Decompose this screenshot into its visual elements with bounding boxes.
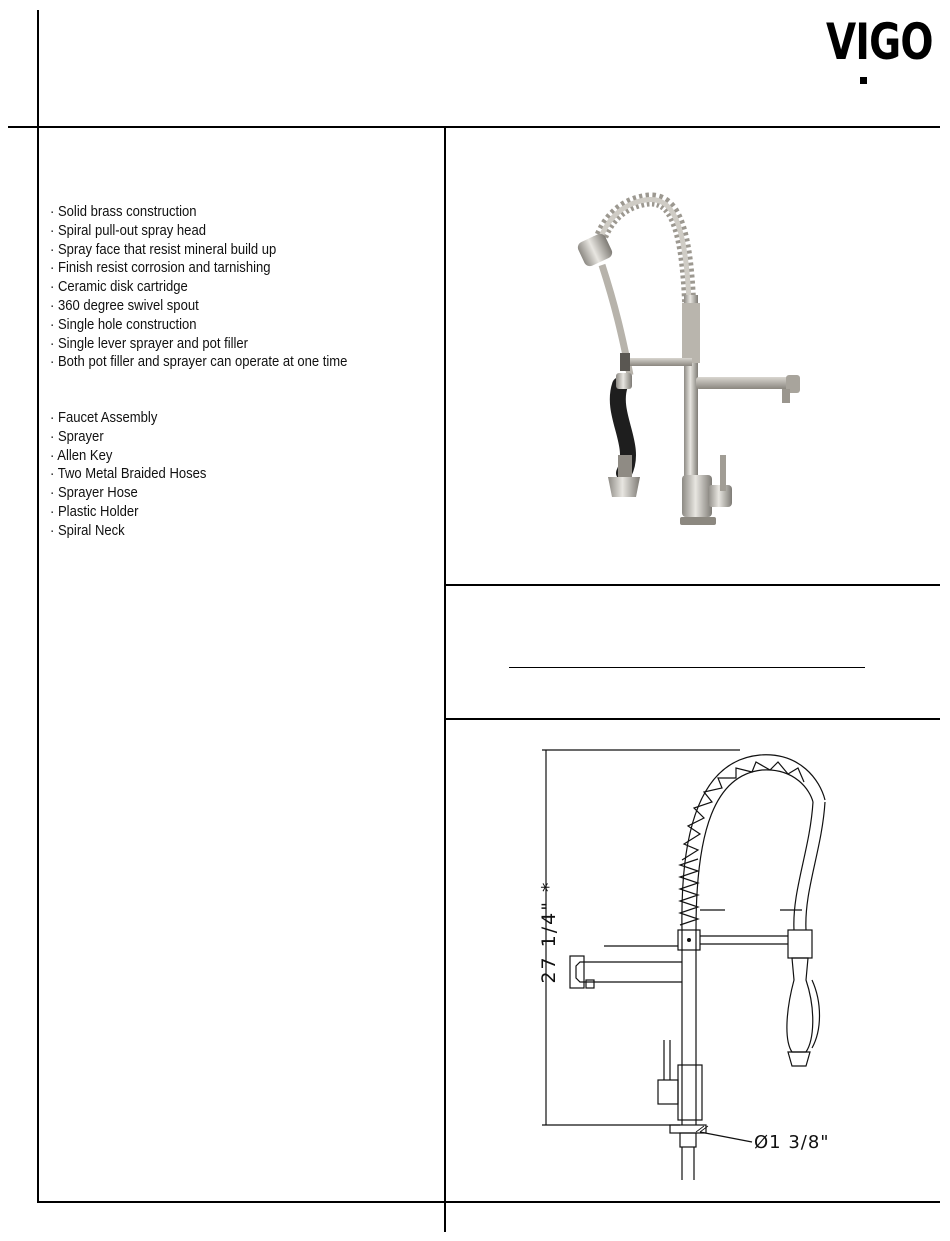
includes-list xyxy=(50,409,206,541)
diagram-top-rule xyxy=(444,718,940,720)
feature-item: · Ceramic disk cartridge xyxy=(50,279,188,296)
header-rule xyxy=(8,126,940,128)
faucet-photo xyxy=(560,185,840,535)
height-dimension-label: 27 1/4" * xyxy=(538,880,560,984)
logo-dot xyxy=(860,77,867,84)
includes-item: · Allen Key xyxy=(50,447,113,464)
faucet-dimension-drawing xyxy=(530,740,860,1190)
includes-item: · Sprayer xyxy=(50,428,104,445)
includes-item: · Sprayer Hose xyxy=(50,485,138,502)
feature-item: · Single lever sprayer and pot filler xyxy=(50,335,249,352)
footer-rule xyxy=(37,1201,940,1203)
diameter-dimension-label: Ø1 3/8" xyxy=(754,1132,830,1153)
includes-item: · Faucet Assembly xyxy=(50,410,158,426)
feature-item: · Solid brass construction xyxy=(50,204,197,220)
feature-item: · Spray face that resist mineral build up xyxy=(50,241,277,258)
feature-item: · Both pot filler and sprayer can operate at one time xyxy=(50,354,348,371)
includes-item: · Spiral Neck xyxy=(50,522,125,539)
center-divider xyxy=(444,126,446,1232)
feature-item: · Spiral pull-out spray head xyxy=(50,222,206,239)
includes-item: · Plastic Holder xyxy=(50,503,139,520)
vigo-logo: VIGO xyxy=(826,13,933,71)
signature-line xyxy=(509,667,865,668)
feature-item: · 360 degree swivel spout xyxy=(50,297,199,314)
left-margin-rule xyxy=(37,10,39,1203)
feature-item: · Finish resist corrosion and tarnishing xyxy=(50,260,271,277)
includes-item: · Two Metal Braided Hoses xyxy=(50,466,207,483)
feature-item: · Single hole construction xyxy=(50,316,197,333)
features-list xyxy=(50,203,347,372)
photo-bottom-rule xyxy=(444,584,940,586)
